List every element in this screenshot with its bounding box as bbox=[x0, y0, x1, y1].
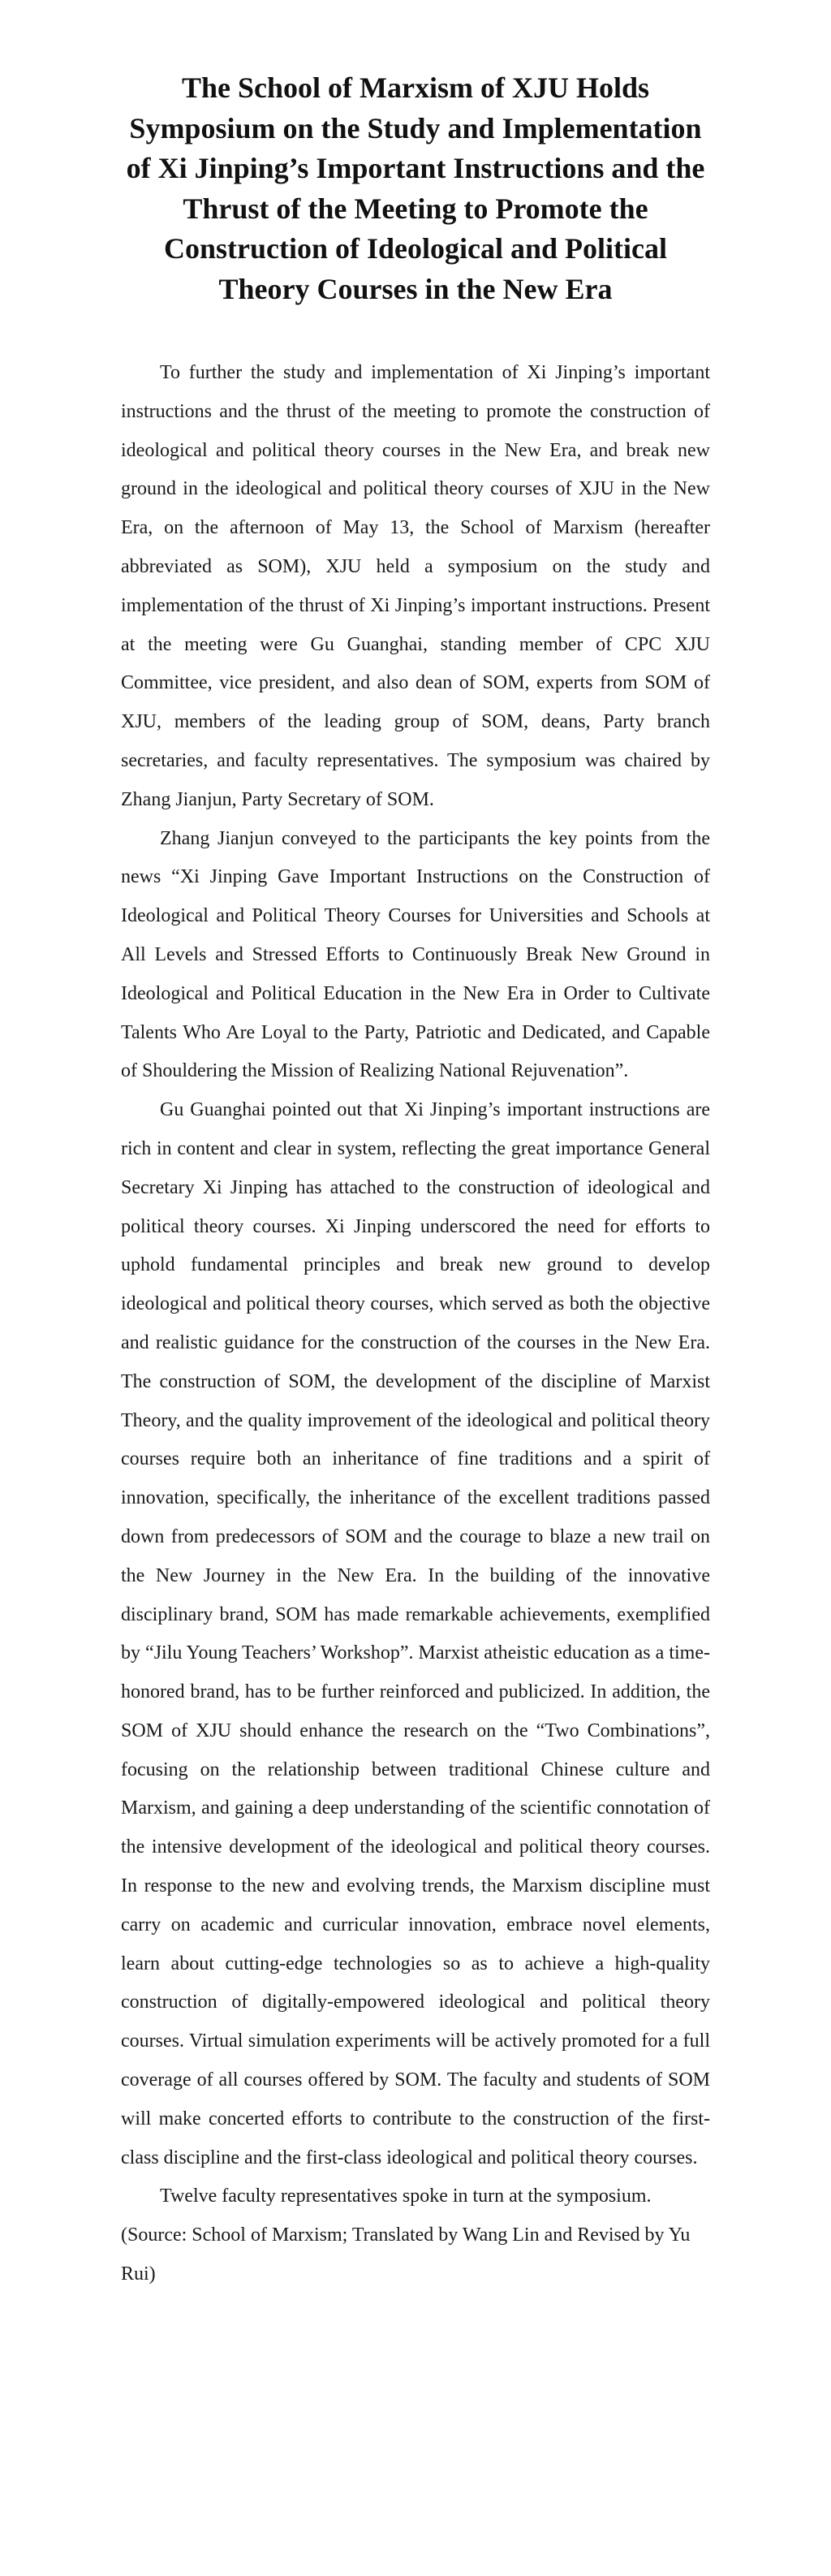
paragraph-zhang-jianjun: Zhang Jianjun conveyed to the participants the key points from the news “Xi Jinping Gave Important Instructions on the Construction of Ideological and Political Theory Courses for Universities and Schools at All Levels and Stressed Efforts to Continuously Break New Ground in Ideological and Political Education in the New Era in Order to Cultivate Talents Who Are Loyal to the Party, Patriotic and Dedicated, and Capable of Shouldering the Mission of Realizing National Rejuvenation”. bbox=[121, 827, 710, 1082]
article bbox=[121, 68, 710, 2294]
paragraph-gu-guanghai: Gu Guanghai pointed out that Xi Jinping’s important instructions are rich in content and clear in system, reflecting the great importance General Secretary Xi Jinping has attached to the construction of ideological and political theory courses. Xi Jinping underscored the need for efforts to uphold fundamental principles and break new ground to develop ideological and political theory courses, which served as both the objective and realistic guidance for the construction of the courses in the New Era. The construction of SOM, the development of the discipline of Marxist Theory, and the quality improvement of the ideological and political theory courses require both an inheritance of fine traditions and a spirit of innovation, specifically, the inheritance of the excellent traditions passed down from predecessors of SOM and the courage to blaze a new trail on the New Journey in the New Era. In the building of the innovative disciplinary brand, SOM has made remarkable achievements, exemplified by “Jilu Young Teachers’ Workshop”. Marxist atheistic education as a time-honored brand, has to be further reinforced and publicized. In addition, the SOM of XJU should enhance the research on the “Two Combinations”, focusing on the relationship between traditional Chinese culture and Marxism, and gaining a deep understanding of the scientific connotation of the intensive development of the ideological and political theory courses. In response to the new and evolving trends, the Marxism discipline must carry on academic and curricular innovation, embrace novel elements, learn about cutting-edge technologies so as to achieve a high-quality construction of digitally-empowered ideological and political theory courses. Virtual simulation experiments will be actively promoted for a full coverage of all courses offered by SOM. The faculty and students of SOM will make concerted efforts to contribute to the construction of the first-class discipline and the first-class ideological and political theory courses. bbox=[121, 1099, 710, 2168]
source-credit: (Source: School of Marxism; Translated by Wang Lin and Revised by Yu Rui) bbox=[121, 2224, 691, 2285]
paragraph-representatives: Twelve faculty representatives spoke in turn at the symposium. bbox=[160, 2186, 652, 2207]
paragraph-intro: To further the study and implementation of Xi Jinping’s important instructions and the thrust of the meeting to promote the construction of ideological and political theory courses in the New Era, and break new ground in the ideological and political theory courses of XJU in the New Era, on the afternoon of May 13, the School of Marxism (hereafter abbreviated as SOM), XJU held a symposium on the study and implementation of the thrust of Xi Jinping’s important instructions. Present at the meeting were Gu Guanghai, standing member of CPC XJU Committee, vice president, and also dean of SOM, experts from SOM of XJU, members of the leading group of SOM, deans, Party branch secretaries, and faculty representatives. The symposium was chaired by Zhang Jianjun, Party Secretary of SOM. bbox=[121, 362, 710, 810]
article-title: The School of Marxism of XJU Holds Symposium on the Study and Implementation of Xi Jinping’s Important Instructions and the Thrust of the Meeting to Promote the Construction of Ideological and Political Theory Courses in the New Era bbox=[126, 71, 705, 305]
article-body bbox=[121, 354, 710, 2294]
